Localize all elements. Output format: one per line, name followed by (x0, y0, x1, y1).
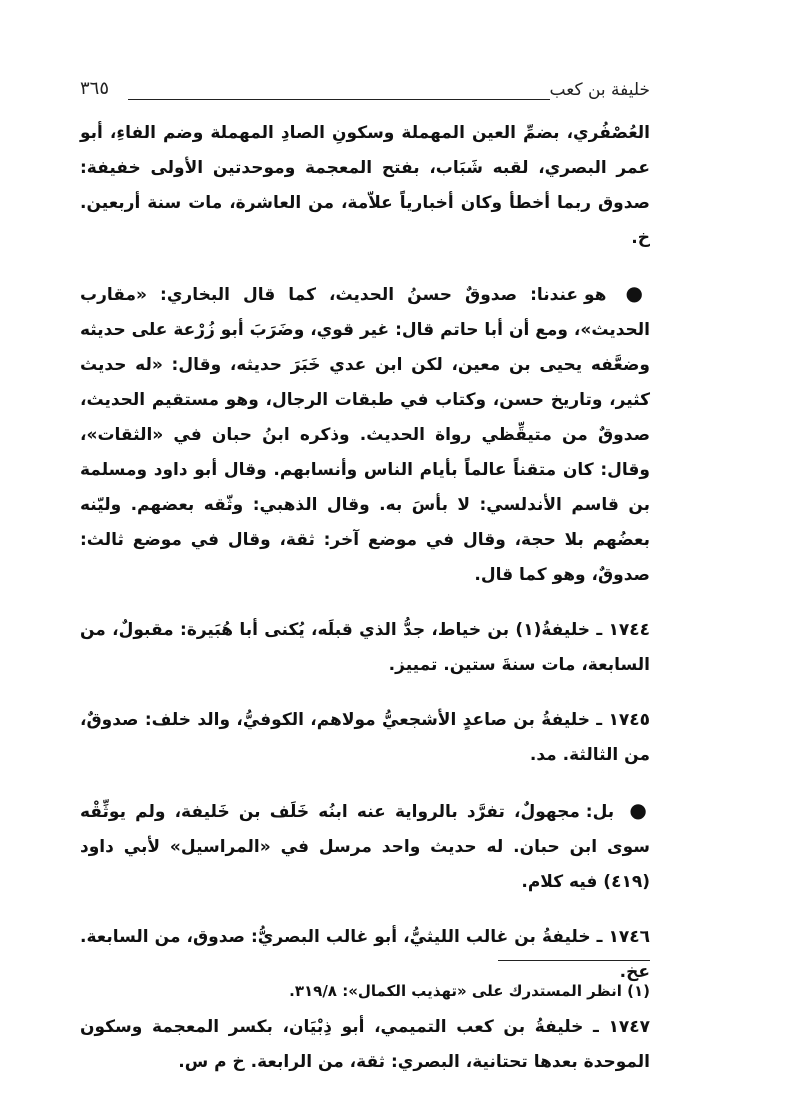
entry-1746 (80, 920, 650, 990)
paragraph-text: ١٧٤٦ ـ خليفةُ بن غالب الليثيُّ، أبو غالب البصريُّ: صدوق، من السابعة. عخ. (80, 927, 650, 982)
paragraph-text: هو عندنا: صدوقٌ حسنُ الحديث، كما قال البخاري: «مقارب الحديث»، ومع أن أبا حاتم قال: غير قوي، وضَرَبَ أبو زُرْعة على حديثه وضعَّفه يحيى بن معين، لكن ابن عدي خَبَرَ حديثه، وقال: «له حديث كثير، وتاريخ حسن، وكتاب في طبقات الرجال، وهو مستقيم الحديث، صدوقٌ من متيقِّظي رواة الحديث. وذكره ابنُ حبان في «الثقات»، وقال: كان متقناً عالماً بأيام الناس وأنسابهم. وقال أبو داود ومسلمة بن قاسم الأندلسي: لا بأسَ به. وقال الذهبي: وثّقه بعضهم. وليّنه بعضُهم بلا حجة، وقال في موضع آخر: ثقة، وقال في موضع ثالث: صدوقٌ، وهو كما قال. (80, 285, 650, 585)
paragraph-text: ١٧٤٧ ـ خليفةُ بن كعب التميمي، أبو ذِبْيَان، بكسر المعجمة وسكون الموحدة بعدها تحتانية، البصري: ثقة، من الرابعة. خ م س. (80, 1017, 650, 1072)
paragraph-text: بل: مجهولٌ، تفرَّد بالرواية عنه ابنُه خَلَف بن خَليفة، ولم يوثِّقْه سوى ابن حبان. له حديث واحد مرسل في «المراسيل» لأبي داود (٤١٩) فيه كلام. (80, 802, 650, 892)
entry-1744 (80, 613, 650, 683)
bullet-icon: ● (625, 281, 651, 305)
paragraph-text: ١٧٤٥ ـ خليفةُ بن صاعدٍ الأشجعيُّ مولاهم، الكوفيُّ، والد خلف: صدوقٌ، من الثالثة. مد. (80, 710, 650, 765)
paragraph-1 (80, 116, 650, 256)
page-header (80, 78, 650, 110)
main-text (80, 116, 650, 1100)
entry-1747 (80, 1010, 650, 1080)
paragraph-text: العُصْفُري، بضمِّ العين المهملة وسكونِ الصادِ المهملة وضم الفاءِ، أبو عمر البصري، لقبه شَبَاب، بفتح المعجمة وموحدتين الأولى خفيفة: صدوق ربما أخطأ وكان أخبارياً علاّمة، من العاشرة، مات سنة أربعين. خ. (80, 123, 650, 248)
paragraph-2-comment (80, 276, 650, 593)
entry-1745 (80, 703, 650, 773)
footnote-rule (498, 960, 650, 961)
bullet-icon: ● (629, 798, 651, 822)
running-title: خليفة بن كعب (549, 80, 650, 100)
paragraph-5-comment (80, 793, 650, 900)
header-rule (128, 99, 550, 100)
paragraph-text: ١٧٤٤ ـ خليفةُ(١) بن خياط، جدُّ الذي قبلَه، يُكنى أبا هُبَيرة: مقبولٌ، من السابعة، مات سنةَ ستين. تمييز. (80, 620, 650, 675)
page-number: ٣٦٥ (80, 78, 110, 99)
footnote: (١) انظر المستدرك على «تهذيب الكمال»: ٣١٩/٨. (289, 982, 650, 1000)
